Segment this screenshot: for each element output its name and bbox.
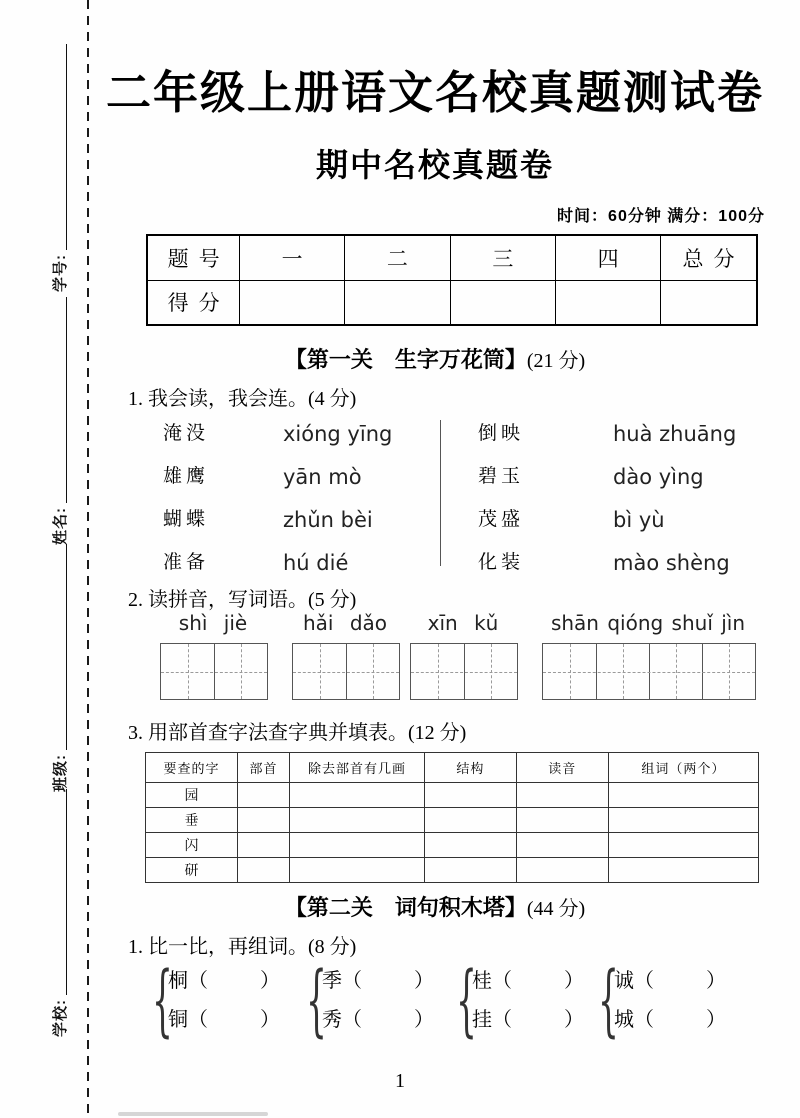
dict-empty-cell — [516, 833, 608, 858]
section1-heading — [88, 343, 782, 374]
class-blank-line — [66, 544, 67, 750]
section2-heading — [88, 891, 782, 922]
grid-midline — [293, 672, 399, 673]
score-header-cell: 二 — [345, 235, 451, 280]
dict-table-row — [146, 833, 759, 858]
match-word: 准备 — [163, 552, 210, 573]
paren-open: （ — [188, 970, 208, 992]
page-number: 1 — [395, 1070, 405, 1092]
dict-empty-cell — [290, 783, 425, 808]
dict-empty-cell — [424, 858, 516, 883]
paren-open: （ — [342, 1009, 362, 1031]
score-header-cell: 总分 — [661, 235, 757, 280]
dict-empty-cell — [424, 783, 516, 808]
match-divider-line — [440, 420, 441, 566]
dict-table-row — [146, 783, 759, 808]
paren-open: （ — [342, 970, 362, 992]
grid-midline — [411, 672, 517, 673]
dict-empty-cell — [237, 858, 289, 883]
brace-icon: { — [598, 956, 619, 1046]
dict-table-header-row — [146, 753, 759, 783]
section2-title: 【第二关 词句积木塔】 — [284, 895, 527, 920]
paren-open: （ — [492, 970, 512, 992]
match-left-pinyin — [283, 414, 392, 586]
word-pair-group — [306, 956, 434, 1046]
school-label: 学校: — [52, 999, 69, 1037]
brace-icon: { — [456, 956, 477, 1046]
writing-grid — [410, 643, 518, 700]
match-pinyin: hú dié — [283, 551, 349, 575]
match-word: 雄鹰 — [163, 466, 210, 487]
brace-icon: { — [152, 956, 173, 1046]
match-left-words — [163, 414, 209, 586]
page-title: 二年级上册语文名校真题测试卷 — [105, 67, 764, 118]
match-word: 化装 — [478, 552, 525, 573]
dict-empty-cell — [608, 833, 758, 858]
dict-empty-cell — [290, 833, 425, 858]
dict-header-cell: 读音 — [516, 753, 608, 783]
brace-icon: { — [306, 956, 327, 1046]
writing-grid — [160, 643, 268, 700]
score-table-score-row — [147, 280, 757, 325]
dict-table-row — [146, 858, 759, 883]
pinyin-label: xīn kǔ — [427, 611, 499, 635]
dict-empty-cell — [516, 858, 608, 883]
match-word: 蝴蝶 — [163, 509, 210, 530]
dict-empty-cell — [516, 808, 608, 833]
score-row-label: 得分 — [147, 280, 240, 325]
pair-char: 秀 — [322, 1009, 342, 1031]
match-right-words — [478, 414, 524, 586]
dict-header-cell: 部首 — [237, 753, 289, 783]
student-name-blank-line — [66, 297, 67, 503]
score-header-cell: 题号 — [147, 235, 240, 280]
dict-empty-cell — [608, 858, 758, 883]
match-pinyin: bì yù — [613, 508, 665, 532]
paren-open: （ — [188, 1009, 208, 1031]
pair-char: 桂 — [472, 970, 492, 992]
time-score-info: 时间：60分钟 满分：100分 — [557, 208, 765, 225]
pair-char: 诚 — [614, 970, 634, 992]
pair-char: 铜 — [168, 1009, 188, 1031]
score-table — [146, 234, 758, 326]
pinyin-label: hǎi dǎo — [302, 611, 388, 635]
score-empty-cell — [345, 280, 451, 325]
dict-char-cell: 园 — [146, 783, 238, 808]
writing-grid — [292, 643, 400, 700]
section1-title: 【第一关 生字万花筒】 — [284, 347, 527, 372]
match-word: 碧玉 — [478, 466, 525, 487]
paren-close: ） — [414, 970, 434, 992]
dict-empty-cell — [290, 858, 425, 883]
paren-close: ） — [414, 1009, 434, 1031]
pair-char: 季 — [322, 970, 342, 992]
pinyin-label: shì jiè — [178, 611, 248, 635]
dict-empty-cell — [237, 783, 289, 808]
student-id-blank-line — [66, 44, 67, 250]
dict-char-cell: 垂 — [146, 808, 238, 833]
student-id-field — [44, 42, 70, 292]
dict-empty-cell — [608, 808, 758, 833]
paren-close: ） — [564, 970, 584, 992]
match-right-pinyin — [613, 414, 736, 586]
match-word: 茂盛 — [478, 509, 525, 530]
section2-points: (44 分) — [526, 898, 586, 920]
paren-close: ） — [260, 1009, 280, 1031]
paren-close: ） — [706, 1009, 726, 1031]
grid-midline — [543, 672, 755, 673]
dict-empty-cell — [608, 783, 758, 808]
word-pair-group — [456, 956, 584, 1046]
school-field — [44, 787, 70, 1037]
dict-empty-cell — [516, 783, 608, 808]
score-empty-cell — [661, 280, 757, 325]
dict-header-cell: 要查的字 — [146, 753, 238, 783]
dict-header-cell: 除去部首有几画 — [290, 753, 425, 783]
paren-open: （ — [634, 1009, 654, 1031]
page-subtitle: 期中名校真题卷 — [315, 147, 554, 183]
score-empty-cell — [556, 280, 661, 325]
word-pair-group — [152, 956, 280, 1046]
word-pair-group — [598, 956, 726, 1046]
dict-empty-cell — [237, 808, 289, 833]
match-pinyin: xióng yīng — [283, 422, 393, 446]
class-field — [44, 542, 70, 792]
dict-header-cell: 结构 — [424, 753, 516, 783]
class-label: 班级: — [52, 754, 69, 792]
dict-char-cell: 研 — [146, 858, 238, 883]
student-name-field — [44, 295, 70, 545]
dict-header-cell: 组词（两个） — [608, 753, 758, 783]
paren-open: （ — [492, 1009, 512, 1031]
match-word: 淹没 — [163, 423, 210, 444]
score-header-cell: 四 — [556, 235, 661, 280]
score-header-cell: 三 — [450, 235, 556, 280]
scan-smudge — [118, 1112, 268, 1116]
grid-midline — [161, 672, 267, 673]
s1-question1-text: 1. 我会读，我会连。(4 分) — [128, 388, 357, 410]
s1-question3-text: 3. 用部首查字法查字典并填表。(12 分) — [128, 722, 467, 744]
pair-char: 桐 — [168, 970, 188, 992]
match-word: 倒映 — [478, 423, 525, 444]
score-header-cell: 一 — [240, 235, 345, 280]
pair-char: 城 — [614, 1009, 634, 1031]
student-name-label: 姓名: — [52, 507, 69, 545]
pinyin-label: shān qióng shuǐ jìn — [550, 611, 746, 635]
paren-close: ） — [564, 1009, 584, 1031]
match-pinyin: mào shèng — [613, 551, 730, 575]
dict-empty-cell — [237, 833, 289, 858]
score-empty-cell — [450, 280, 556, 325]
dict-char-cell: 闪 — [146, 833, 238, 858]
score-table-header-row — [147, 235, 757, 280]
dictionary-table — [145, 752, 759, 883]
dict-table-row — [146, 808, 759, 833]
pair-char: 挂 — [472, 1009, 492, 1031]
score-empty-cell — [240, 280, 345, 325]
section1-points: (21 分) — [526, 350, 586, 372]
dict-empty-cell — [424, 833, 516, 858]
s1-question2-text: 2. 读拼音，写词语。(5 分) — [128, 589, 357, 611]
match-pinyin: yān mò — [283, 465, 362, 489]
writing-grid — [542, 643, 756, 700]
school-blank-line — [66, 789, 67, 995]
match-pinyin: zhǔn bèi — [283, 508, 373, 532]
match-pinyin: dào yìng — [613, 465, 704, 489]
paren-open: （ — [634, 970, 654, 992]
dict-empty-cell — [290, 808, 425, 833]
match-pinyin: huà zhuāng — [613, 422, 737, 446]
paren-close: ） — [260, 970, 280, 992]
paren-close: ） — [706, 970, 726, 992]
student-id-label: 学号: — [52, 254, 69, 292]
s2-question1-text: 1. 比一比，再组词。(8 分) — [128, 936, 357, 958]
dict-empty-cell — [424, 808, 516, 833]
